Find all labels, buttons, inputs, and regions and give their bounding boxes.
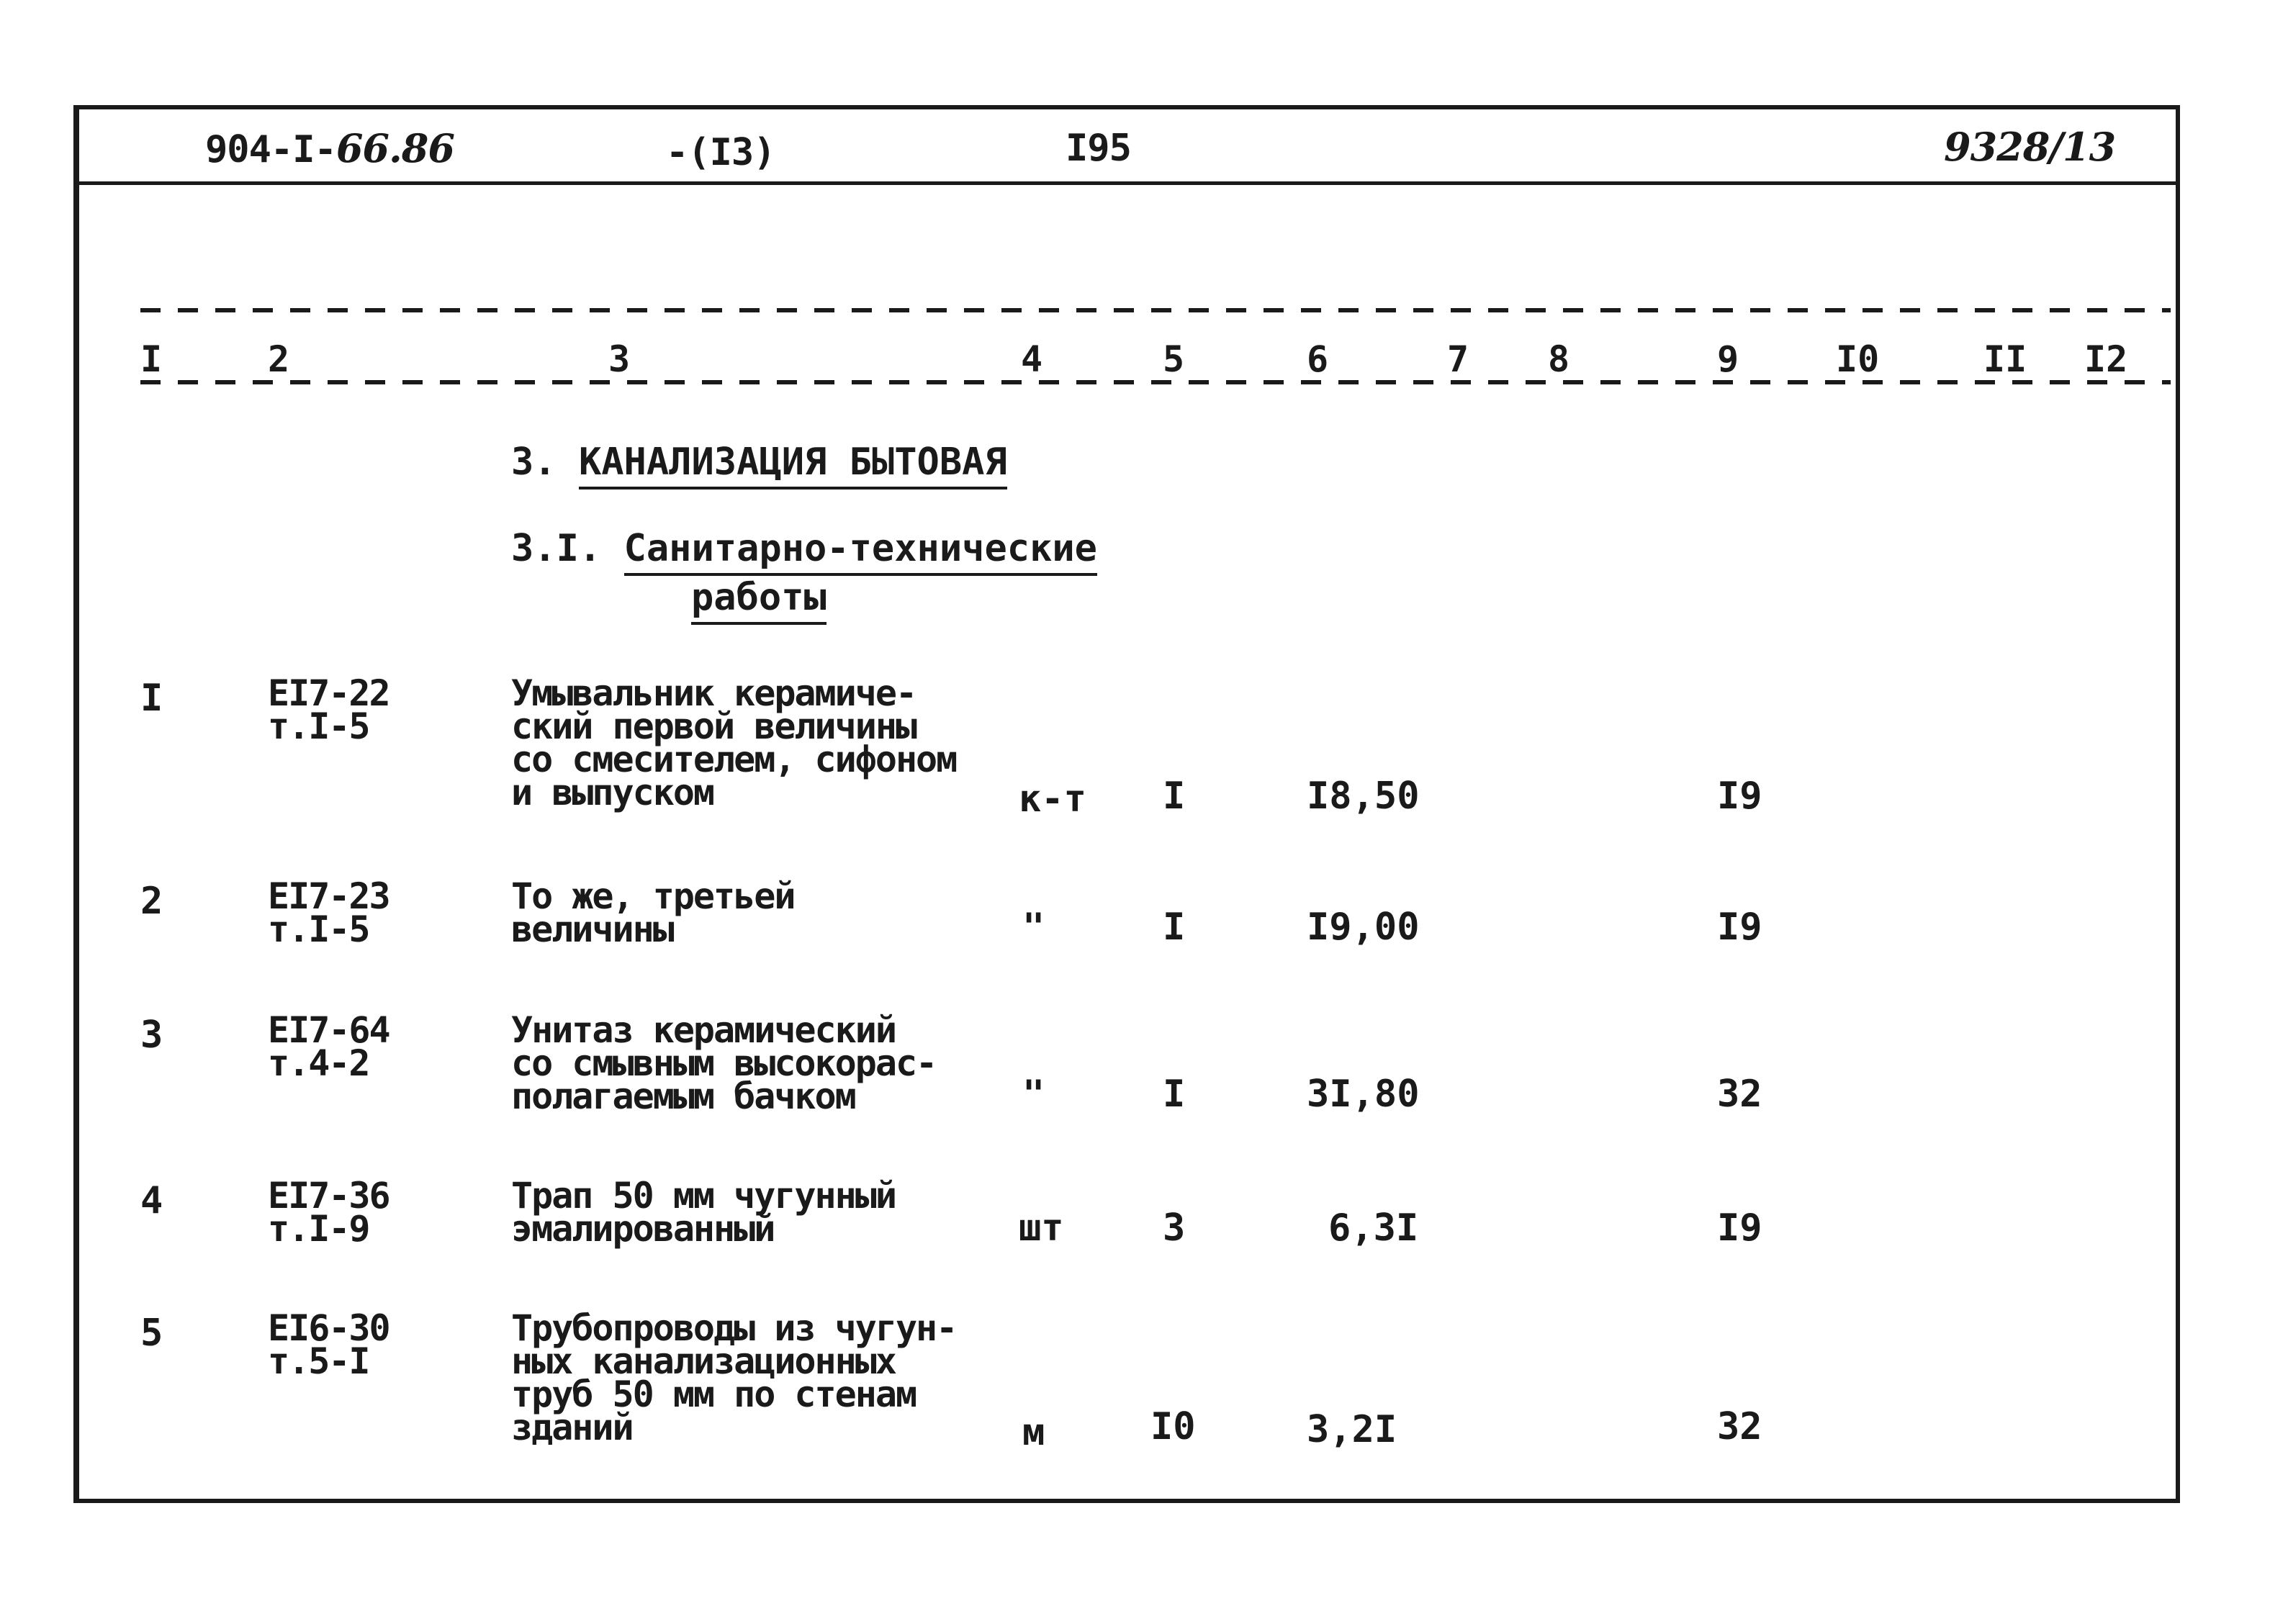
row1-code (268, 672, 389, 747)
subsection-title-line1: Санитарно-технические (624, 527, 1097, 576)
col-10: I0 (1836, 338, 1880, 380)
row5-number: 5 (140, 1312, 163, 1355)
row5-desc-line2: ных канализационных (511, 1340, 896, 1382)
row2-price: I9,00 (1307, 906, 1420, 949)
subsection-title-2 (691, 576, 827, 619)
row2-number: 2 (140, 880, 163, 923)
row2-unit: " (1022, 906, 1045, 949)
row4-code-line1: EI7-36 (268, 1175, 389, 1217)
row1-desc-line1: Умывальник керамиче- (511, 672, 916, 714)
row5-total: 32 (1717, 1405, 1762, 1448)
col-7: 7 (1447, 338, 1469, 380)
row1-code-line1: EI7-22 (268, 672, 389, 714)
row1-unit: к-т (1019, 777, 1086, 821)
row3-code-line1: EI7-64 (268, 1009, 389, 1051)
row3-desc-line2: со смывным высокорас- (511, 1042, 937, 1084)
row4-code (268, 1175, 389, 1250)
row5-desc-line4: зданий (511, 1407, 633, 1448)
row5-code-line1: EI6-30 (268, 1307, 389, 1349)
row1-number: I (140, 677, 163, 720)
page-number: I95 (1066, 127, 1131, 170)
row5-qty: I0 (1150, 1405, 1196, 1448)
col-1: I (140, 338, 163, 380)
row1-price: I8,50 (1307, 775, 1420, 818)
row4-code-line2: т.I-9 (268, 1208, 369, 1250)
row3-description (511, 1009, 937, 1117)
section-title-text: КАНАЛИЗАЦИЯ БЫТОВАЯ (579, 441, 1007, 490)
col-6: 6 (1307, 338, 1329, 380)
row5-code-line2: т.5-I (268, 1340, 369, 1382)
row2-code-line1: EI7-23 (268, 875, 389, 917)
col-9: 9 (1717, 338, 1739, 380)
col-4: 4 (1021, 338, 1043, 380)
section-number: 3. (511, 441, 557, 484)
row4-number: 4 (140, 1179, 163, 1222)
page-frame (73, 105, 2180, 1503)
row4-description (511, 1175, 896, 1250)
row2-code-line2: т.I-5 (268, 908, 369, 950)
subsection-title (511, 527, 1097, 570)
row1-qty: I (1163, 775, 1186, 818)
doc-code-printed: 904-I- (205, 128, 336, 171)
row3-desc-line3: полагаемым бачком (511, 1075, 855, 1117)
part-number: -(I3) (666, 131, 775, 174)
row5-price: 3,2I (1307, 1408, 1397, 1451)
subsection-number: 3.I. (511, 527, 602, 570)
column-top-dashes (140, 308, 2171, 312)
row2-code (268, 875, 389, 950)
row1-total: I9 (1717, 775, 1762, 818)
doc-code (205, 125, 454, 171)
row1-desc-line4: и выпуском (511, 772, 714, 813)
row5-desc-line3: труб 50 мм по стенам (511, 1373, 916, 1415)
header-rule (79, 181, 2176, 185)
row5-desc-line1: Трубопроводы из чугун- (511, 1307, 957, 1349)
column-bottom-dashes (140, 380, 2171, 384)
col-3: 3 (608, 338, 631, 380)
row2-total: I9 (1717, 906, 1762, 949)
row4-desc-line2: эмалированный (511, 1208, 775, 1250)
subsection-title-line2: работы (691, 576, 827, 625)
doc-code-handwritten: 66.86 (335, 125, 454, 171)
col-5: 5 (1163, 338, 1185, 380)
row4-desc-line1: Трап 50 мм чугунный (511, 1175, 896, 1217)
section-title (511, 441, 1007, 484)
sheet-number: 9328/13 (1944, 124, 2116, 170)
row5-code (268, 1307, 389, 1382)
row3-number: 3 (140, 1014, 163, 1057)
row4-total: I9 (1717, 1206, 1762, 1250)
row3-code-line2: т.4-2 (268, 1042, 369, 1084)
row1-desc-line2: ский первой величины (511, 705, 916, 747)
col-8: 8 (1548, 338, 1570, 380)
row3-qty: I (1163, 1073, 1186, 1116)
row3-code (268, 1009, 389, 1084)
row2-qty: I (1163, 906, 1186, 949)
row3-desc-line1: Унитаз керамический (511, 1009, 896, 1051)
row3-unit: " (1022, 1073, 1045, 1116)
row3-total: 32 (1717, 1073, 1762, 1116)
row4-price: 6,3I (1328, 1206, 1419, 1250)
col-2: 2 (268, 338, 290, 380)
row4-qty: 3 (1163, 1206, 1186, 1250)
row5-description (511, 1307, 957, 1448)
row1-desc-line3: со смесителем, сифоном (511, 739, 957, 780)
col-12: I2 (2084, 338, 2128, 380)
row2-desc-line2: величины (511, 908, 673, 950)
row2-desc-line1: То же, третьей (511, 875, 795, 917)
row1-code-line2: т.I-5 (268, 705, 369, 747)
row2-description (511, 875, 795, 950)
row4-unit: шт (1019, 1206, 1064, 1250)
col-11: II (1983, 338, 2027, 380)
row3-price: 3I,80 (1307, 1073, 1420, 1116)
row1-description (511, 672, 957, 813)
row5-unit: м (1022, 1411, 1045, 1454)
